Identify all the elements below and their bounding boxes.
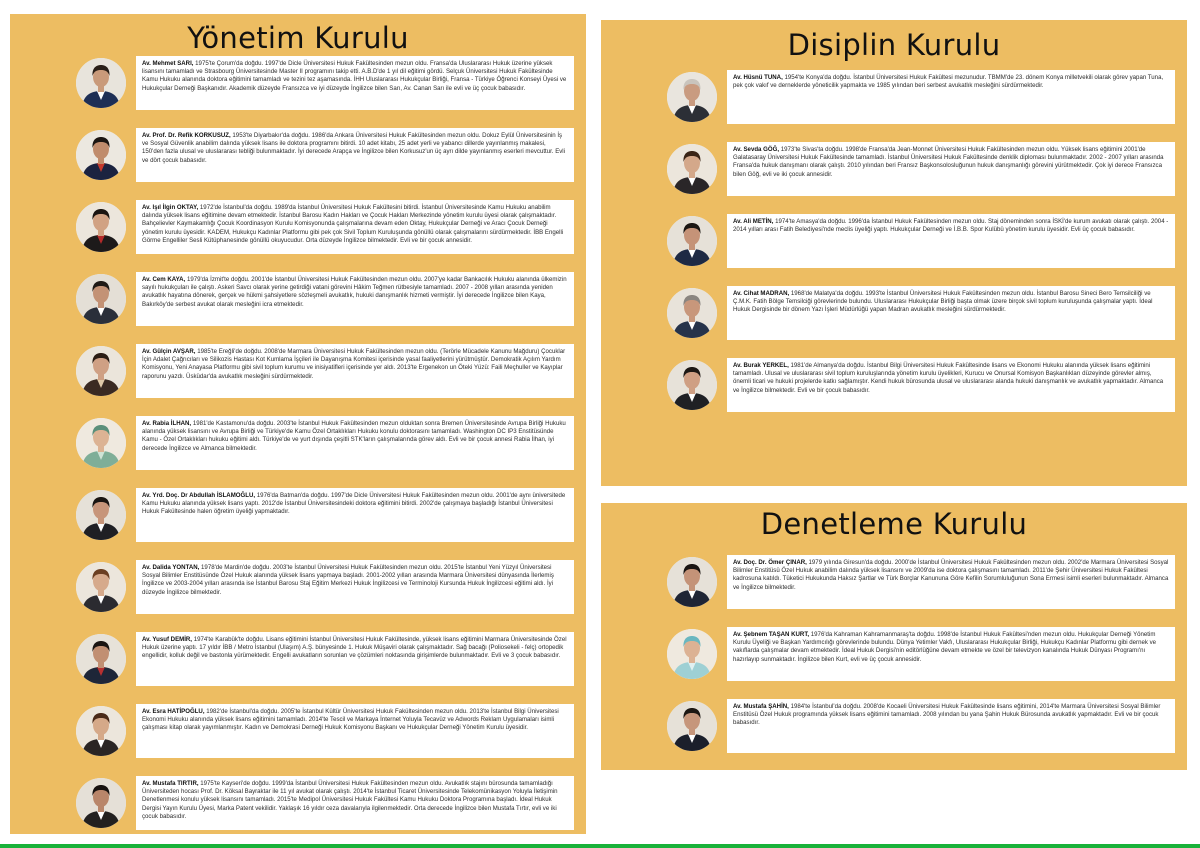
member-photo (76, 490, 126, 540)
member-bio-box (727, 142, 1175, 196)
member-bio (142, 420, 568, 453)
member-photo (76, 706, 126, 756)
member-bio-text: 1974'te Amasya'da doğdu. 1996'da İstanbul Hukuk Fakültesinden mezun oldu. Staj döneminden sonra İSKİ'de kurum avukatı olarak çalıştı. 2004 - 2014 yılları arası Fatih Belediyesi'nde meclis üyeliği yaptı. Hukukçular Derneği ve İ.B.B. Spor Kulübü yönetim kurulu üyesidir. Evli üç çocuk babasıdır. (733, 218, 1169, 234)
portrait-illustration (667, 557, 717, 607)
member-photo (76, 634, 126, 684)
member-bio-text: 1972'de İstanbul'da doğdu. 1989'da İstanbul Üniversitesi Hukuk Fakültesini bitirdi. İstanbul Üniversitesinde Kamu Hukuku anabilim dalında yüksek lisans eğitimine devam etmektedir. İstanbul Barosu Kadın Hakları ve Çocuk Hakları Merkezinde yönetim kurulu üyesi olarak çalışmaktadır. Bahçelievler Kaymakamlığı Çocuk Koordinasyon Kurulu Komisyonunda çalışmalarına devam eden Oktay, Hukukçular Derneği ve Aracı Çocuk Derneği yönetim kurulu üyesidir. KADEM, Hukukçu Kadınlar Platformu gibi pek çok Sivil Toplum Kuruluşunda gönüllü olarak çalışmalarını sürdürmektedir. İBB Engelli Görme Engelliler Sesli Kütüphanesinde gönüllü okuyucudur. Orta düzeyde İngilizce bilmektedir. Evli ve bir çocuk annesidir. (142, 204, 564, 244)
portrait-illustration (667, 701, 717, 751)
member-bio-text: 1981'de Almanya'da doğdu. İstanbul Bilgi Üniversitesi Hukuk Fakültesinde lisans ve Ekonomi Hukuku alanında yüksek lisans eğitimini tamamladı. Ulusal ve uluslararası sivil toplum kuruluşlarında yönetim kurulu üyelikleri, Kurucu ve Onursal Komisyon Başkanlıkları düzeyinde görevler almış, önemli ticari ve hukuki projelerde katkı sağlamıştır. Kendi hukuk bürosunda ulusal ve uluslararası alanda hukuki danışmanlık ve avukatlık yapmaktadır. Almanca ve İngilizce bilmektedir. Evli ve bir çocuk babasıdır. (733, 362, 1164, 394)
member-bio (142, 276, 568, 309)
portrait-illustration (667, 72, 717, 122)
member-bio-box (727, 358, 1175, 412)
member-bio-box (727, 555, 1175, 609)
member-bio (142, 708, 568, 733)
member-name: Av. Esra HATİPOĞLU, (142, 708, 205, 715)
portrait-illustration (667, 144, 717, 194)
member-bio (733, 559, 1169, 592)
member-name: Av. Cem KAYA, (142, 276, 186, 283)
member-name: Av. Burak YERKEL, (733, 362, 789, 369)
portrait-illustration (76, 202, 126, 252)
board-title: Denetleme Kurulu (760, 507, 1028, 541)
portrait-illustration (76, 706, 126, 756)
member-bio-text: 1979 yılında Giresun'da doğdu. 2000'de İstanbul Üniversitesi Hukuk Fakültesinden mezun oldu. 2002'de Marmara Üniversitesi Sosyal Bilimler Enstitüsü Özel Hukuk anabilim dalında yüksek lisansını ve 2009'da ise doktora çalışmasını tamamladı. 2011'de Şehir Üniversitesi Hukuk Fakültesi kadrosuna katıldı. Tüketici Hukukunda Haksız Şartlar ve Türk Borçlar Kanununa Göre Kefilin Sorumluluğunun Sona Ermesi isimli eserleri bulunmaktadır. Almanca ve İngilizce bilmektedir. (733, 559, 1169, 591)
member-photo (76, 202, 126, 252)
member-photo (667, 72, 717, 122)
member-card (601, 70, 1187, 130)
member-bio-text: 1985'te Ereğli'de doğdu. 2008'de Marmara Üniversitesi Hukuk Fakültesinden mezun oldu. (Terörle Mücadele Kanunu Mağduru) Çocuklar İçin Adalet Çağrıcıları ve Silikozis Hastası Kot Kumlama İşçileri ile Dayanışma Komitesi içerisinde yasal faaliyetlerini yürütmüştür. Demokratik Açılım Yardım Komisyonu, Yeni Anayasa Platformu gibi sivil toplum kurumu ve inisiyatifleri içerisinde yer aldı. 2013'te Ergenekon un Öteki Yüzü: Faili Meçhuller ve Kayıplar raporunu yazdı. Üsküdar'da avukatlık mesleğini sürdürmektedir. (142, 348, 566, 380)
member-bio-box (727, 70, 1175, 124)
member-bio-text: 1976'da Kahraman Kahramanmaraş'ta doğdu. 1998'de İstanbul Hukuk Fakültesi'nden mezun oldu. Hukukçular Derneği Yönetim Kurulu Üyeliği ve Başkan Yardımcılığı görevlerinde bulundu. Dünya Yetimler Vakfı, Uluslararası Hukukçular Birliği, Hukukçu Kadınlar Platformu gibi dernek ve vakıflarda çalışmalar devam etmektedir. İdeal Hukuk Dergisi'nin editörlüğüne devam etmekte ve özel bir televizyon kanalında Hukuk Dünyası Programı'nı hazırlayıp sunmaktadır. İngilizce bilen Kurt, evli ve üç çocuk annesidir. (733, 631, 1157, 663)
portrait-illustration (76, 418, 126, 468)
portrait-illustration (667, 216, 717, 266)
member-card (601, 214, 1187, 274)
member-bio-box (136, 272, 574, 326)
member-card (601, 142, 1187, 202)
member-bio-text: 1974'te Karabük'te doğdu. Lisans eğitimini İstanbul Üniversitesi Hukuk Fakültesinde, yüksek lisans eğitimini Marmara Üniversitesinde Özel Hukuk üzerine yaptı. 17 yıldır İBB / Metro İstanbul (Ulaşım) A.Ş. bünyesinde 1. Hukuk Müşaviri olarak çalışmaktadır. Sağ bacağı (Poliosekeli - felç) ortopedik engellidir, kolluk değil ve bastonla yürümektedir. Engelli avukatların sorunları ve çözümleri noktasında girişimlerde bulunmaktadır. Evli ve 3 çocuk babasıdır. (142, 636, 567, 660)
member-name: Av. Mustafa ŞAHİN, (733, 703, 789, 710)
member-card (601, 358, 1187, 418)
member-bio (733, 146, 1169, 179)
member-bio (142, 348, 568, 381)
member-bio-text: 1981'de Kastamonu'da doğdu. 2003'te İstanbul Hukuk Fakültesinden mezun olduktan sonra Bremen Üniversitesinde Avrupa Birliği Hukuku alanında yüksek lisansını ve Avrupa Birliği ve Türkiye'de Kamu Özel Ortaklıkları Hukuku konulu doktorasını tamamladı. Washington DC IP3 Enstitüsünde Kamu - Özel Ortaklıkları hukuku eğitimi aldı. Türkiye'de ve yurt dışında çeşitli STK'ların çalışmalarında görev aldı. Evli ve bir çocuk annesi Rabia İlhan, iyi derecede İngilizce ve Almanca bilmektedir. (142, 420, 566, 452)
member-photo (667, 360, 717, 410)
member-name: Av. Hüsnü TUNA, (733, 74, 783, 81)
board-panel-yonetim (10, 14, 586, 834)
member-photo (76, 778, 126, 828)
member-name: Av. Rabia İLHAN, (142, 420, 192, 427)
member-bio-text: 1982'de İstanbul'da doğdu. 2005'te İstanbul Kültür Üniversitesi Hukuk Fakültesinden mezun oldu. 2013'te İstanbul Bilgi Üniversitesi Ekonomi Hukuku alanında yüksek lisans eğitimini tamamladı. 2014'te Tescil ve Markaya İnternet Yoluyla Tecavüz ve Adwords Reklam Uygulamaları isimli çalışması kitap olarak yayımlanmıştır. Kadın ve Demokrasi Derneği Hukuk Komisyonu Başkanı ve Hukukçular Derneği Yönetim Kurulu üyesidir. (142, 708, 559, 732)
member-name: Av. Yusuf DEMİR, (142, 636, 192, 643)
member-bio-text: 1984'te İstanbul'da doğdu. 2008'de Kocaeli Üniversitesi Hukuk Fakültesinde lisans eğitimini, 2014'te Marmara Üniversitesi Sosyal Bilimler Enstitüsü Özel Hukuk programında yüksek lisans eğitimini tamamladı. 2008 yılından bu yana Şahin Hukuk Bürosunda avukatlık yapmaktadır. Evli ve bir çocuk babasıdır. (733, 703, 1161, 727)
member-bio-box (727, 627, 1175, 681)
member-card (10, 344, 586, 404)
member-bio (142, 564, 568, 597)
member-bio-text: 1968'de Malatya'da doğdu. 1993'te İstanbul Üniversitesi Hukuk Fakültesinden mezun oldu. İstanbul Barosu Sineci Bero Temsilciliği ve Ç.M.K. Fatih Bölge Temsilciği görevlerinde bulundu. Uluslararası Hukukçular Birliği başta olmak üzere birçok sivil toplum kuruluşunda çalışmalar yaptı. İdeal Hukuk Dergisinde bir dönem Yazı İşleri Müdürlüğü yapan Madran avukatlık mesleğini sürdürmektedir. (733, 290, 1153, 314)
member-bio-box (136, 416, 574, 470)
member-bio (142, 780, 568, 821)
member-bio-box (136, 560, 574, 614)
member-bio-box (136, 704, 574, 758)
member-bio (142, 60, 568, 93)
member-bio (142, 492, 568, 517)
member-name: Av. Sevda GÖĞ, (733, 146, 780, 153)
board-panel-denetleme (601, 503, 1187, 770)
member-bio (733, 703, 1169, 728)
member-bio-box (136, 632, 574, 686)
member-bio (142, 636, 568, 661)
member-card (10, 416, 586, 476)
member-card (10, 200, 586, 260)
member-bio-box (727, 214, 1175, 268)
member-photo (76, 346, 126, 396)
member-bio-box (136, 344, 574, 398)
portrait-illustration (667, 360, 717, 410)
member-bio-box (136, 128, 574, 182)
member-bio-text: 1975'te Kayseri'de doğdu. 1999'da İstanbul Üniversitesi Hukuk Fakültesinden mezun oldu. Avukatlık stajını bürosunda tamamladığı Üniversiteden hocası Prof. Dr. Köksal Bayraktar ile 11 yıl avukat olarak çalıştı. 2014'te İstanbul Ticaret Üniversitesinde Telekomünikasyon Yoluyla İletişimin Denetlenmesi konulu yüksek lisansını tamamladı. 2015'te Medipol Üniversitesi Hukuk Fakültesi Kamu Hukuku Doktora Programına başladı. İdeal Hukuk Dergisi Yayın Kurulu Üyesi, Marka Patent vekilidir. Yaklaşık 16 yıldır ceza davalarıyla ilgilenmektedir. Orta derecede İngilizce bilen Mustafa Tırtır, evli ve iki çocuk babasıdır. (142, 780, 558, 820)
member-photo (76, 562, 126, 612)
portrait-illustration (76, 778, 126, 828)
member-card (10, 704, 586, 764)
member-name: Av. Şebnem TAŞAN KURT, (733, 631, 810, 638)
member-name: Av. Dalida YONTAN, (142, 564, 200, 571)
member-card (10, 272, 586, 332)
portrait-illustration (76, 346, 126, 396)
board-title: Disiplin Kurulu (787, 28, 1001, 62)
portrait-illustration (76, 58, 126, 108)
member-name: Av. Gülçin AVŞAR, (142, 348, 196, 355)
member-bio (733, 631, 1169, 664)
member-card (601, 699, 1187, 759)
member-photo (667, 557, 717, 607)
member-card (601, 555, 1187, 615)
member-bio-box (727, 699, 1175, 753)
member-bio-text: 1953'te Diyarbakır'da doğdu. 1986'da Ankara Üniversitesi Hukuk Fakültesinden mezun oldu. Dokuz Eylül Üniversitesinin İş ve Sosyal Güvenlik anabilim dalında yüksek lisans ile doktora programını bitirdi. 10 adet kitabı, 25 adet yerli ve yabancı dillerde yayınlanmış makalesi, 150'den fazla ulusal ve uluslararası tebliği bulunmaktadır. İyi derecede Arapça ve İngilizce bilen Korkusuz'un üç ayrı dilde yayınlanmış eserleri mevcuttur. Evli ve dört çocuk babasıdır. (142, 132, 566, 164)
member-bio-text: 1979'da İzmit'te doğdu. 2001'de İstanbul Üniversitesi Hukuk Fakültesinden mezun oldu. 2007'ye kadar Bankacılık Hukuku alanında ülkemizin sayılı hukukçuları ile çalıştı. Askeri Savcı olarak yerine getirdiği vatani görevini Hâkim Teğmen rütbesiyle tamamladı. 2007 - 2008 yılları arasında yeniden avukatlık hayatına dönerek, gerçek ve hükmi şahsiyetlere sözleşmeli avukatlık, hukuki danışmanlık hizmeti vermiştir. İyi derecede İngilizce bilen Kaya, Bakırköy'de serbest avukat olarak mesleğini icra etmektedir. (142, 276, 567, 308)
portrait-illustration (667, 288, 717, 338)
member-bio (733, 290, 1169, 315)
member-name: Av. Cihat MADRAN, (733, 290, 790, 297)
member-name: Av. Ali METİN, (733, 218, 774, 225)
member-name: Av. Doç. Dr. Ömer ÇINAR, (733, 559, 807, 566)
member-bio-box (136, 56, 574, 110)
member-name: Av. Prof. Dr. Refik KORKUSUZ, (142, 132, 231, 139)
member-photo (667, 288, 717, 338)
member-bio (142, 204, 568, 245)
member-name: Av. Işıl İlgin OKTAY, (142, 204, 199, 211)
page-bottom-border (0, 844, 1200, 848)
member-photo (76, 58, 126, 108)
member-card (10, 560, 586, 620)
member-photo (667, 629, 717, 679)
member-name: Av. Mustafa TIRTIR, (142, 780, 199, 787)
member-card (10, 56, 586, 116)
member-card (10, 128, 586, 188)
member-photo (667, 216, 717, 266)
member-bio-text: 1978'de Mardin'de doğdu. 2003'te İstanbul Üniversitesi Hukuk Fakültesinden mezun oldu. 2015'te İstanbul Yeni Yüzyıl Üniversitesi Sosyal Bilimler Enstitüsünde Özel Hukuk alanında yüksek lisans yapmaya başladı. 2001-2002 yılları arasında Marmara Üniversitesi dünyasında İlerlemiş İngilizce ve 2003-2004 yılları arasında ise İstanbul Barosu Staj Eğitim Merkezi Hukuk İngilizcesi ve Terminoloji Kursunda Hukuk İngilizcesi eğitimi aldı. İyi düzeyde İngilizce bilmektedir. (142, 564, 554, 596)
member-bio-box (136, 776, 574, 830)
member-bio-text: 1954'te Konya'da doğdu. İstanbul Üniversitesi Hukuk Fakültesi mezunudur. TBMM'de 23. dönem Konya milletvekili olarak görev yapan Tuna, pek çok vakıf ve derneklerde yöneticilik yapmakta ve 1985 yılından beri serbest avukatlık mesleğini sürdürmektedir. (733, 74, 1164, 90)
portrait-illustration (76, 634, 126, 684)
portrait-illustration (76, 490, 126, 540)
member-bio (733, 362, 1169, 395)
member-photo (667, 701, 717, 751)
member-photo (76, 130, 126, 180)
board-title: Yönetim Kurulu (187, 21, 409, 55)
member-bio-box (136, 200, 574, 254)
member-bio-box (136, 488, 574, 542)
member-name: Av. Mehmet SARI, (142, 60, 194, 67)
member-bio-text: 1973'te Sivas'ta doğdu. 1998'de Fransa'da Jean-Monnet Üniversitesi Hukuk Fakültesinden mezun oldu. Yüksek lisans eğitimini 2001'de Galatasaray Üniversitesi Hukuk Fakültesinde tamamladı. İstanbul Üniversitesi Hukuk Fakültesinde denklik diploması bulunmaktadır. 2002 - 2007 yılları arasında Fransa'da hukuk danışmanı olarak çalıştı. 2010 yılından beri Fransız Başkonsolosluğunun hukuk danışmanlığı görevini yürütmektedir. Çok iyi derece Fransızca bilen Göğ, evli ve iki çocuk annesidir. (733, 146, 1164, 178)
member-bio (733, 74, 1169, 90)
member-photo (76, 274, 126, 324)
member-card (10, 776, 586, 836)
member-name: Av. Yrd. Doç. Dr Abdullah İSLAMOĞLU, (142, 492, 256, 499)
member-bio (142, 132, 568, 165)
member-photo (667, 144, 717, 194)
member-card (10, 488, 586, 548)
member-card (10, 632, 586, 692)
member-bio-text: 1975'te Çorum'da doğdu. 1997'de Dicle Üniversitesi Hukuk Fakültesinden mezun oldu. Fransa'da Uluslararası Hukuk üzerine yüksek lisansını tamamladı ve Strasbourg Üniversitesinde Master II programını takip etti. A.B.D'de 1 yıl dil eğitimi gördü. Selçuk Üniversitesi Hukuk Fakültesinde Kamu Hukuku alanında doktora eğitimini tamamladı ve tezini tez aşamasında. İHH Uluslararası Hukukçular Birliği, Fransa - Türkiye Öğrenci Konseyi Üyesi ve Hukukçular Derneği Başkanıdır. Akademik düzeyde Fransızca ve iyi düzeyde İngilizce bilen Sarı, Av. Canan Sarı ile evli ve üç çocuk babasıdır. (142, 60, 567, 92)
member-card (601, 286, 1187, 346)
member-bio-box (727, 286, 1175, 340)
member-bio-text: 1976'da Batman'da doğdu. 1997'de Dicle Üniversitesi Hukuk Fakültesinden mezun oldu. 2001'de aynı üniversitede Kamu Hukuku alanında yüksek lisans yaptı. 2012'de İstanbul Üniversitesindeki doktora eğitimini bitirdi. 2002'de çalışmaya başladığı İstanbul Üniversitesi Hukuk Fakültesinde halen öğretim üyeliği yapmaktadır. (142, 492, 566, 516)
board-panel-disiplin (601, 20, 1187, 486)
portrait-illustration (667, 629, 717, 679)
member-bio (733, 218, 1169, 234)
member-photo (76, 418, 126, 468)
member-card (601, 627, 1187, 687)
portrait-illustration (76, 562, 126, 612)
portrait-illustration (76, 274, 126, 324)
portrait-illustration (76, 130, 126, 180)
